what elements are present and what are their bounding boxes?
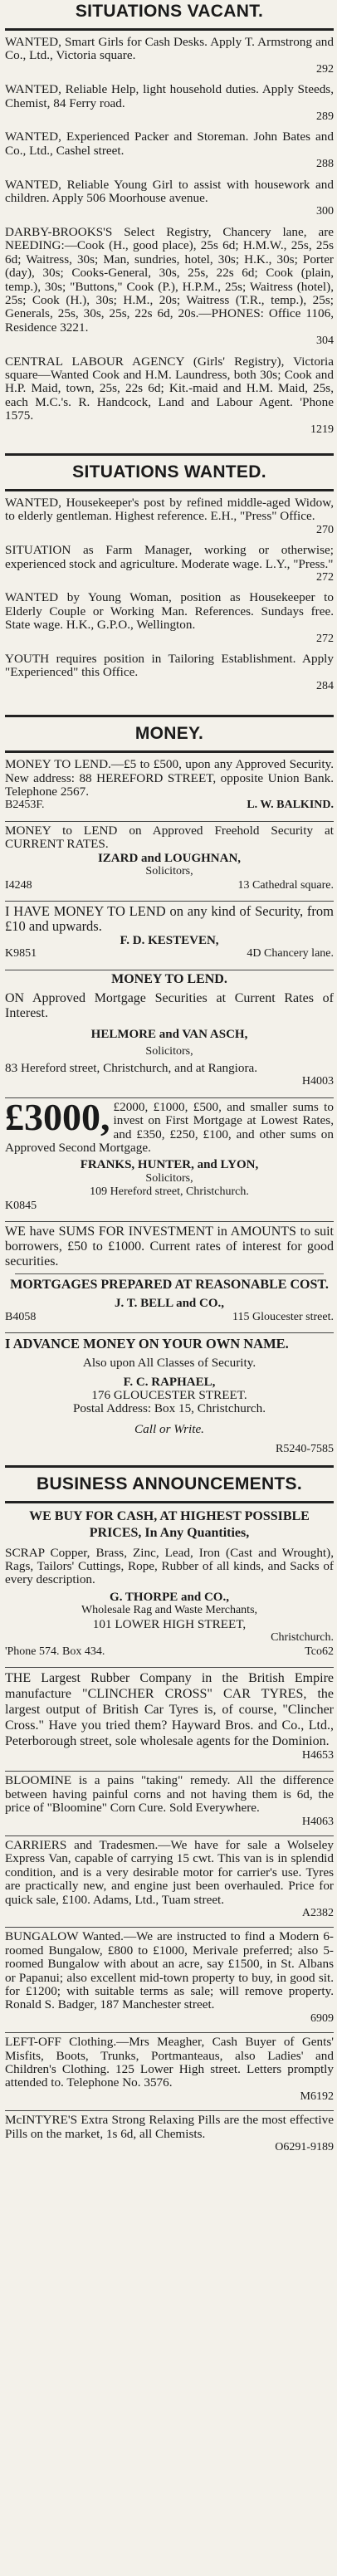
- money-heading: MONEY.: [134, 724, 204, 744]
- ad-address: 83 Hereford street, Christchurch, and at Rangiora.: [5, 1060, 258, 1075]
- ad-ref: A2382: [301, 1906, 334, 1919]
- ad-divider: [5, 1835, 334, 1836]
- ad-firm: FRANKS, HUNTER, and LYON,: [80, 1158, 259, 1172]
- ad-footer: [5, 947, 334, 961]
- ad-heading: MORTGAGES PREPARED AT REASONABLE COST.: [10, 1278, 329, 1292]
- ad-divider: [5, 1927, 334, 1928]
- ad-address: 115 Gloucester street.: [232, 1310, 334, 1323]
- ad-footer: [5, 799, 334, 812]
- ad-divider: [5, 2110, 334, 2111]
- ad-ref: 1219: [310, 423, 334, 436]
- ad-footer: [5, 1645, 334, 1659]
- ad-ref: 272: [316, 632, 334, 645]
- ad-city: Christchurch.: [271, 1631, 334, 1645]
- situations-vacant-heading: SITUATIONS VACANT.: [75, 2, 264, 21]
- ad-divider: [5, 1221, 334, 1222]
- section-rule: [5, 453, 334, 456]
- ad-signature: L. W. BALKIND.: [247, 799, 334, 812]
- classified-ad: [5, 544, 334, 584]
- ad-divider: [5, 901, 334, 902]
- situations-wanted-heading: SITUATIONS WANTED.: [72, 462, 266, 481]
- ad-text: SCRAP Copper, Brass, Zinc, Lead, Iron (Cast and Wrought), Rags, Tailors' Cuttings, Rope, Rubber of all kinds, and Sacks of every description.: [5, 1545, 334, 1587]
- ad-role: Solicitors,: [145, 1171, 193, 1185]
- ad-name: F. C. RAPHAEL,: [123, 1375, 216, 1389]
- ad-address: 13 Cathedral square.: [237, 878, 334, 892]
- business-ad-bloomine: [5, 1774, 334, 1829]
- ad-text: MONEY to LEND on Approved Freehold Security at CURRENT RATES.: [5, 823, 334, 852]
- ad-text: BUNGALOW Wanted.—We are instructed to find a Modern 6-roomed Bungalow, £800 to £1000, Merivale preferred; also 5-roomed Bungalow with about an acre, say £1500, in St. Albans or Papanui; also excellent mid-town property to buy, in good sit. for £1200; with suitable terms as sale; will remove property. Ronald S. Badger, 187 Manchester street.: [5, 1929, 334, 2012]
- classified-ad: [5, 178, 334, 219]
- ad-ref: B4058: [5, 1310, 37, 1323]
- ad-ref: B2453F.: [5, 799, 45, 812]
- ad-text: McINTYRE'S Extra Strong Relaxing Pills are the most effective Pills on the market, 1s 6d, all Chemists.: [5, 2113, 334, 2141]
- ad-text: SITUATION as Farm Manager, working or otherwise; experienced stock and agriculture. Moderate wage. L.Y., "Press.": [5, 543, 334, 571]
- inner-divider: [15, 1273, 324, 1274]
- amount-headline: £3000,: [5, 1095, 110, 1138]
- ad-text: THE Largest Rubber Company in the British Empire manufacture "CLINCHER CROSS" CAR TYRES, the largest output of British Car Tyres is, of course, "Clincher Cross." Have you tried them? Hayward Bros. and Co., Ltd., Peterborough street, sole wholesale agents for the Dominion.: [5, 1670, 334, 1748]
- ad-text: WANTED, Reliable Help, light household duties. Apply Steeds, Chemist, 84 Ferry road.: [5, 82, 334, 110]
- ad-postal: Postal Address: Box 15, Christchurch.: [72, 1401, 266, 1416]
- business-ad-bungalow: [5, 1930, 334, 2026]
- ad-divider: [5, 821, 334, 822]
- ad-text: WANTED, Smart Girls for Cash Desks. Apply T. Armstrong and Co., Ltd., Victoria square.: [5, 35, 334, 63]
- ad-text: WANTED by Young Woman, position as Housekeeper to Elderly Couple or Working Man. References. Sundays free. State wage. H.K., G.P.O., Wellington.: [5, 590, 334, 633]
- ad-ref: H4653: [301, 1748, 334, 1762]
- ad-role: Solicitors,: [145, 865, 193, 878]
- section-rule: [5, 489, 334, 491]
- ad-text: CARRIERS and Tradesmen.—We have for sale a Wolseley Express Van, capable of carrying 15 cwt. This van is in splendid condition, and is a very desirable motor for carrier's use. Tyres are practically new, and engine just been overhauled. Price for quick sale, £100. Adams, Ltd., Tuam street.: [5, 1837, 334, 1907]
- ad-address: 176 GLOUCESTER STREET.: [91, 1388, 247, 1403]
- ad-text: DARBY-BROOKS'S Select Registry, Chancery lane, are NEEDING:—Cook (H., good place), 25s 6d; H.M.W., 25s, 25s 6d; Waitress, 30s; Man, sundries, hotel, 30s; H.K., 30s; Porter (day), 30s; Cooks-General, 30s, 25s, 22s 6d; Cook (plain, temp.), 30s; "Buttons," Cook (P.), H.P.M., 25s; Waitress (hotel), 25s; Cook (H.), 30s; H.M., 20s; Waitress (T.R., temp.), 25s; Generals, 25s, 30s, 25s, 22s 6d, 20s.—PHONES: Office 1106, Residence 3221.: [5, 224, 334, 335]
- ad-text: I HAVE MONEY TO LEND on any kind of Security, from £10 and upwards.: [5, 902, 334, 934]
- ad-role: Solicitors,: [145, 1044, 193, 1058]
- money-ad-raphael: [5, 1336, 334, 1456]
- ad-heading: WE BUY FOR CASH, AT HIGHEST POSSIBLE PRICES, In Any Quantities,: [29, 1508, 310, 1540]
- ad-role: Wholesale Rag and Waste Merchants,: [81, 1604, 258, 1617]
- ad-ref: 6909: [310, 2011, 334, 2025]
- ad-divider: [5, 1771, 334, 1772]
- ad-ref: 272: [316, 571, 334, 584]
- ad-ref: K9851: [5, 947, 37, 961]
- ad-ref: O6291-9189: [275, 2141, 334, 2154]
- ad-ref: 304: [316, 335, 334, 348]
- ad-text: CENTRAL LABOUR AGENCY (Girls' Registry), Victoria square—Wanted Cook and H.M. Laundress, both 30s; Cook and H.P. Maid, town, 25s, 22s 6d; Kit.-maid and H.M. Maid, 25s, each M.C.'s. R. Handcock, Land and Labour Agent. 'Phone 1575.: [5, 354, 334, 423]
- ad-address: 101 LOWER HIGH STREET,: [92, 1616, 247, 1631]
- ad-firm: G. THORPE and CO.,: [110, 1590, 229, 1604]
- section-rule: [5, 750, 334, 753]
- classified-ad: [5, 83, 334, 124]
- ad-text: BLOOMINE is a pains "taking" remedy. All the difference between having painful corns and not having them is 6d, the price of "Bloomine" Corn Cure. Sold Everywhere.: [5, 1773, 334, 1816]
- ad-heading: MONEY TO LEND.: [111, 971, 227, 986]
- money-ad-balkind: [5, 758, 334, 813]
- ad-address: 109 Hereford street, Christchurch.: [90, 1185, 249, 1199]
- ad-text: WANTED, Experienced Packer and Storeman. John Bates and Co., Ltd., Cashel street.: [5, 130, 334, 158]
- money-ad-bell: [5, 1224, 334, 1324]
- section-rule: [5, 715, 334, 717]
- business-ad-clincher: [5, 1670, 334, 1762]
- ad-ref: K0845: [5, 1199, 37, 1212]
- ad-text: £2000, £1000, £500, and smaller sums to invest on First Mortgage at Lowest Rates, and £350, £250, £100, and other sums on Approved Second Mortgage.: [5, 1099, 334, 1155]
- ad-text: ON Approved Mortgage Securities at Current Rates of Interest.: [5, 991, 334, 1021]
- ad-text: WE have SUMS FOR INVESTMENT in AMOUNTS to suit borrowers, £50 to £1000. Current rates of interest for good securities.: [5, 1224, 334, 1268]
- ad-name: F. D. KESTEVEN,: [120, 933, 219, 947]
- ad-firm: HELMORE and VAN ASCH,: [90, 1028, 248, 1042]
- money-ad-izard: [5, 824, 334, 892]
- business-ad-thorpe: [5, 1508, 334, 1659]
- ad-address: 4D Chancery lane.: [247, 947, 334, 961]
- money-ad-kesteven: [5, 904, 334, 961]
- ad-ref: 270: [316, 523, 334, 536]
- money-ad-franks: [5, 1095, 334, 1213]
- business-ad-carriers: [5, 1839, 334, 1920]
- newspaper-column: [5, 0, 334, 2576]
- classified-ad: [5, 591, 334, 646]
- ad-ref: 284: [316, 679, 334, 692]
- money-ad-helmore: [5, 973, 334, 1089]
- classified-ad: [5, 355, 334, 437]
- ad-divider: [5, 2032, 334, 2033]
- ad-text: LEFT-OFF Clothing.—Mrs Meagher, Cash Buyer of Gents' Misfits, Boots, Trunks, Portmanteaus, also Ladies' and Children's Clothing. 125 Lower High street. Letters promptly attended to. Telephone No. 3576.: [5, 2035, 334, 2090]
- ad-call: Call or Write.: [134, 1421, 204, 1436]
- ad-ref: 289: [316, 110, 334, 124]
- ad-text: YOUTH requires position in Tailoring Establishment. Apply "Experienced" this Office.: [5, 652, 334, 680]
- ad-text: WANTED, Reliable Young Girl to assist with housework and children. Apply 506 Moorhouse avenue.: [5, 177, 334, 206]
- ad-text: MONEY TO LEND.—£5 to £500, upon any Approved Security. New address: 88 HEREFORD STREET, opposite Union Bank. Telephone 2567.: [5, 757, 334, 799]
- ad-ref: Tco62: [305, 1645, 334, 1658]
- section-rule: [5, 28, 334, 31]
- ad-ref: R5240-7585: [276, 1443, 334, 1456]
- ad-ref: H4003: [301, 1075, 334, 1088]
- classified-ad: [5, 653, 334, 693]
- ad-ref: 300: [316, 205, 334, 218]
- ad-divider: [5, 1667, 334, 1668]
- ad-ref: I4248: [5, 878, 32, 892]
- ad-ref: M6192: [300, 2090, 334, 2103]
- business-ad-mcintyre: [5, 2114, 334, 2154]
- ad-firm: J. T. BELL and CO.,: [115, 1297, 224, 1311]
- ad-text: I ADVANCE MONEY ON YOUR OWN NAME.: [5, 1336, 289, 1352]
- classified-ad: [5, 36, 334, 76]
- ad-subtext: Also upon All Classes of Security.: [82, 1356, 256, 1371]
- classified-ad: [5, 496, 334, 537]
- ad-ref: 288: [316, 158, 334, 171]
- ad-ref: H4063: [301, 1815, 334, 1828]
- ad-firm: IZARD and LOUGHNAN,: [97, 851, 242, 865]
- ad-phone: 'Phone 574. Box 434.: [5, 1645, 105, 1658]
- classified-ad: [5, 130, 334, 171]
- ad-footer: [5, 879, 334, 892]
- ad-text: WANTED, Housekeeper's post by refined middle-aged Widow, to elderly gentleman. Highest reference. E.H., "Press" Office.: [5, 495, 334, 524]
- section-rule: [5, 1465, 334, 1468]
- classified-ad: [5, 226, 334, 349]
- section-rule: [5, 1501, 334, 1503]
- business-heading: BUSINESS ANNOUNCEMENTS.: [37, 1474, 302, 1493]
- ad-ref: 292: [316, 62, 334, 76]
- ad-footer: [5, 1311, 334, 1324]
- ad-divider: [5, 1332, 334, 1333]
- business-ad-leftoff: [5, 2036, 334, 2104]
